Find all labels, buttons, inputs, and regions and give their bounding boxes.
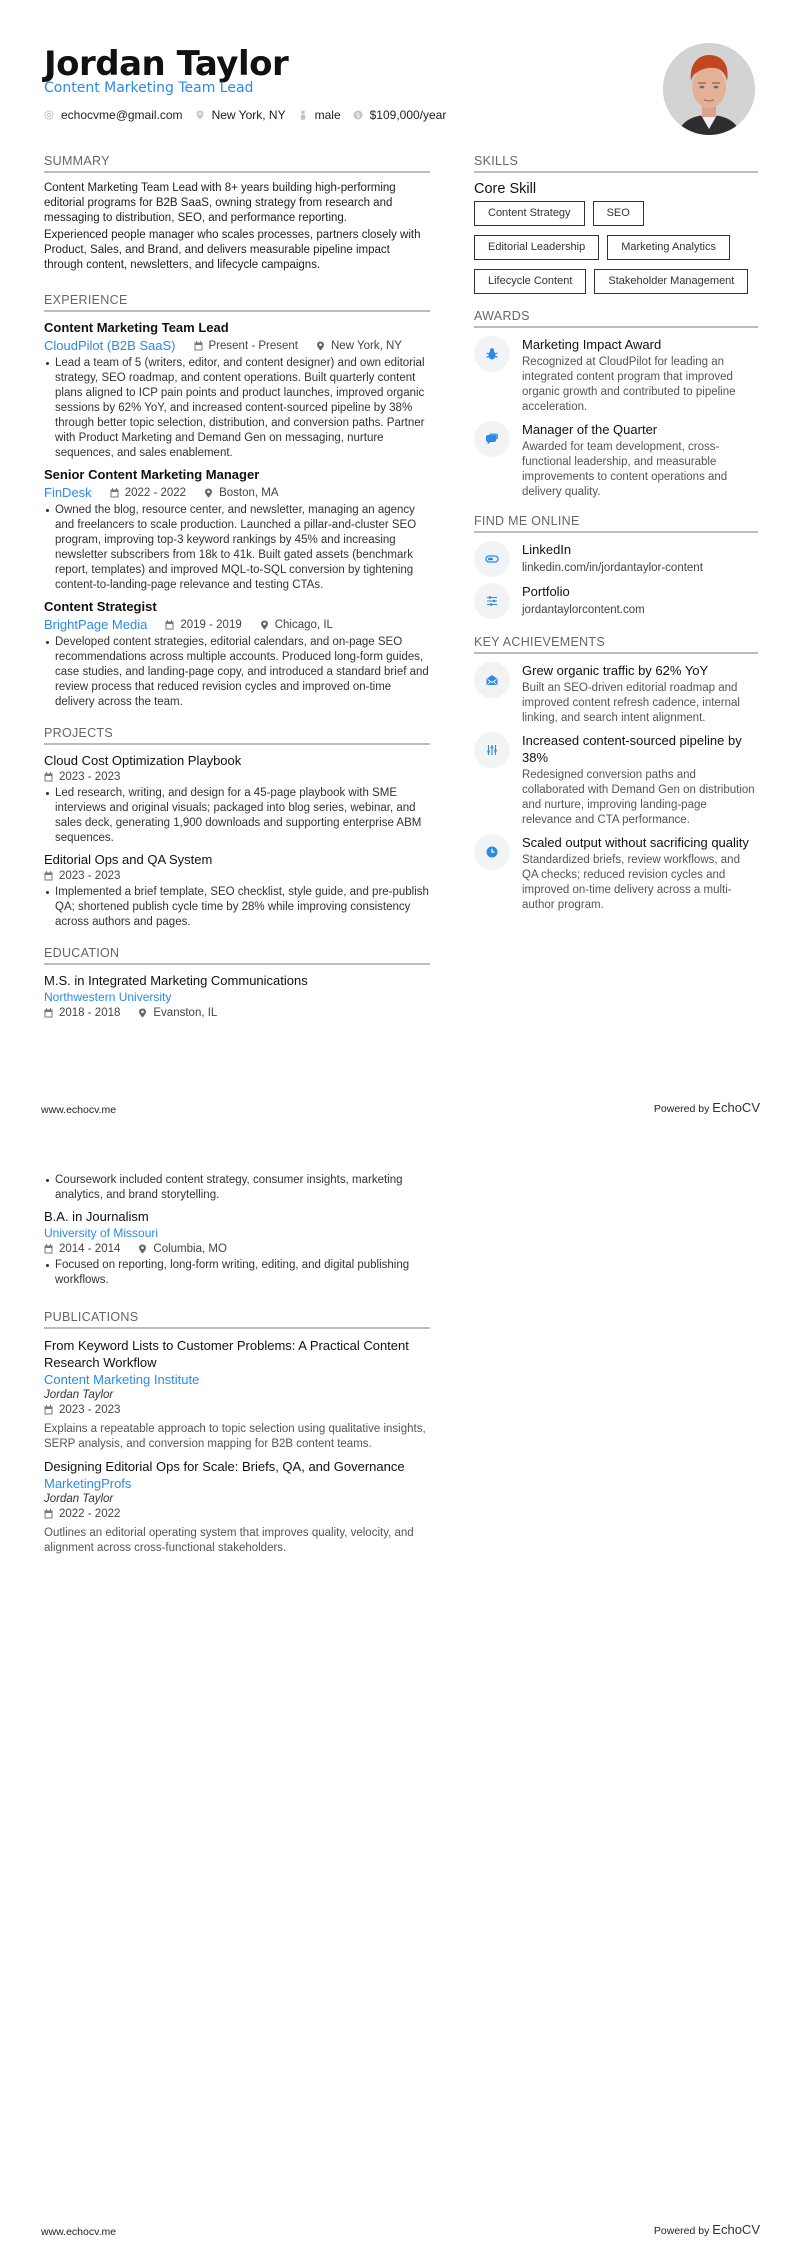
left-column-page-1 (44, 154, 430, 1025)
project-meta (44, 771, 430, 783)
map-pin-icon (260, 620, 269, 630)
calendar-icon (194, 341, 203, 351)
education-location (138, 1243, 227, 1255)
footer-powered-by[interactable] (654, 2222, 760, 2237)
job-title: Content Marketing Team Lead (44, 320, 229, 335)
skill-tag: Content Strategy (474, 201, 585, 226)
company-name: BrightPage Media (44, 617, 148, 632)
skill-group-title: Core Skill (474, 181, 537, 197)
degree-title: M.S. in Integrated Marketing Communications (44, 973, 308, 988)
section-heading-summary: SUMMARY (44, 154, 430, 173)
section-heading-online: FIND ME ONLINE (474, 514, 758, 533)
job-dates (194, 340, 298, 352)
job-location-text: New York, NY (331, 339, 402, 352)
avatar (663, 43, 755, 135)
achievement-title: Grew organic traffic by 62% YoY (522, 663, 709, 678)
calendar-icon (44, 1509, 53, 1519)
achievement-body (522, 834, 758, 913)
job-location-text: Chicago, IL (274, 618, 333, 631)
education-meta (44, 1243, 430, 1255)
contact-salary-text: $109,000/year (369, 108, 447, 122)
envelope-open-icon (485, 673, 499, 687)
award-description: Recognized at CloudPilot for leading an integrated content program that improved organic growth and contributed to pipeline acceleration. (522, 356, 736, 413)
experience-entry (44, 467, 430, 593)
brand-name: EchoCV (712, 2222, 760, 2237)
map-pin-icon (316, 341, 325, 351)
contact-salary (353, 108, 447, 122)
achievement-title: Scaled output without sacrificing quality (522, 835, 749, 850)
job-location-text: Boston, MA (219, 486, 279, 499)
publication-entry (44, 1458, 430, 1556)
award-icon-wrap (474, 421, 510, 457)
publication-dates (44, 1508, 120, 1520)
section-heading-skills: SKILLS (474, 154, 758, 173)
project-bullets (44, 885, 430, 930)
achievement-icon-wrap (474, 662, 510, 698)
achievements-section (474, 635, 758, 913)
section-heading-publications: PUBLICATIONS (44, 1310, 430, 1329)
job-bullet: Lead a team of 5 (writers, editor, and content designer) and own editorial strategy, SEO roadmap, and content operations. Built quarterly content plans aligned to ICP pain points and product launches, improved organic sessions by 62% YoY, and increased content-sourced pipeline by 38% through better topic selection, distribution, and conversion paths. Partner with Product Marketing and Demand Gen on messaging, nurture sequences, and sales enablement. (44, 356, 430, 461)
contact-gender (298, 108, 341, 122)
summary-paragraph: Content Marketing Team Lead with 8+ years building high-performing editorial programs for B2B SaaS, owning strategy from research and messaging to distribution, SEO, and performance reporting. (44, 182, 396, 224)
job-location (260, 619, 333, 631)
at-icon (44, 110, 54, 120)
project-bullet: Led research, writing, and design for a 45-page playbook with SME interviews and original visuals; packaged into blog series, webinar, and sales deck, generating 1,900 downloads and supporting enterprise ABM sequences. (44, 786, 430, 846)
publication-title: From Keyword Lists to Customer Problems: A Practical Content Research Workflow (44, 1338, 409, 1370)
achievement-body (522, 662, 758, 726)
education-location-text: Columbia, MO (153, 1243, 227, 1255)
award-title: Manager of the Quarter (522, 422, 658, 437)
online-link-title: LinkedIn (522, 542, 572, 557)
job-meta (44, 485, 430, 500)
achievement-title: Increased content-sourced pipeline by 38% (522, 733, 742, 765)
publication-author: Jordan Taylor (44, 1493, 114, 1505)
job-location (204, 487, 278, 499)
publication-author: Jordan Taylor (44, 1389, 114, 1401)
award-item (474, 336, 758, 415)
job-bullet: Owned the blog, resource center, and newsletter, managing an agency and freelancers to scale production. Launched a pillar-and-cluster SEO program, improving top-3 keyword rankings by 45% and increasing newsletter subscribers from 18k to 41k. Built gated assets (benchmark report, templates) and improved MQL-to-SQL conversion by tightening content-to-landing-page relevance and testing CTAs. (44, 503, 430, 593)
education-bullet: Coursework included content strategy, consumer insights, marketing analytics, and brand storytelling. (44, 1173, 430, 1203)
calendar-icon (44, 871, 53, 881)
job-meta (44, 338, 430, 353)
job-dates (165, 619, 241, 631)
award-description: Awarded for team development, cross-functional leadership, and measurable improvements to content operations and delivery quality. (522, 441, 728, 498)
section-heading-awards: AWARDS (474, 309, 758, 328)
publication-dates (44, 1404, 120, 1416)
contact-gender-text: male (314, 108, 341, 122)
job-dates-text: 2022 - 2022 (124, 486, 187, 499)
job-bullets (44, 503, 430, 593)
education-bullets (44, 1258, 430, 1288)
skill-tag: Editorial Leadership (474, 235, 599, 260)
clock-icon (485, 845, 499, 859)
online-link-url[interactable]: linkedin.com/in/jordantaylor-content (522, 562, 703, 574)
contact-email[interactable] (44, 108, 183, 122)
achievement-icon-wrap (474, 732, 510, 768)
online-link-body (522, 583, 758, 619)
skill-tag: SEO (593, 201, 644, 226)
powered-by-prefix: Powered by (653, 2225, 710, 2237)
education-entry (44, 1209, 430, 1288)
skill-tags (474, 201, 758, 303)
contact-location (195, 108, 286, 122)
online-link-item[interactable] (474, 583, 758, 619)
calendar-icon (44, 772, 53, 782)
publication-title: Designing Editorial Ops for Scale: Briefs, QA, and Governance (44, 1459, 405, 1474)
online-icon-wrap (474, 541, 510, 577)
award-item (474, 421, 758, 500)
job-location (316, 340, 402, 352)
project-entry (44, 852, 430, 930)
svg-text:$: $ (355, 111, 360, 120)
company-name: FinDesk (44, 485, 92, 500)
skills-section (474, 154, 758, 303)
avatar-portrait-icon (663, 43, 755, 135)
online-link-title: Portfolio (522, 584, 570, 599)
education-dates (44, 1007, 120, 1019)
school-name: Northwestern University (44, 990, 172, 1004)
education-bullets (44, 1173, 430, 1203)
project-meta (44, 870, 430, 882)
skill-tag: Stakeholder Management (594, 269, 748, 294)
map-pin-icon (195, 110, 205, 120)
calendar-icon (44, 1008, 53, 1018)
education-dates (44, 1243, 120, 1255)
publication-entry (44, 1337, 430, 1452)
brand-name: EchoCV (712, 1100, 760, 1115)
job-dates-text: Present - Present (208, 339, 298, 352)
education-dates-text: 2014 - 2014 (59, 1243, 121, 1255)
section-heading-achievements: KEY ACHIEVEMENTS (474, 635, 758, 654)
calendar-icon (44, 1244, 53, 1254)
achievement-description: Standardized briefs, review workflows, and QA checks; reduced revision cycles and improved on-time delivery across a multi-author program. (522, 854, 740, 911)
online-link-item[interactable] (474, 541, 758, 577)
education-location (138, 1007, 217, 1019)
company-name: CloudPilot (B2B SaaS) (44, 338, 176, 353)
powered-by-prefix: Powered by (653, 1103, 710, 1115)
publication-description: Explains a repeatable approach to topic selection using qualitative insights, SERP analysis, and conversion mapping for B2B content teams. (44, 1423, 426, 1450)
comments-icon (485, 432, 499, 446)
achievement-item (474, 732, 758, 828)
summary-section (44, 154, 430, 273)
publications-section (44, 1310, 430, 1556)
education-dates-text: 2018 - 2018 (59, 1007, 121, 1019)
publisher-name: Content Marketing Institute (44, 1372, 200, 1387)
person-icon (298, 110, 308, 120)
publisher-name: MarketingProfs (44, 1476, 132, 1491)
online-section (474, 514, 758, 619)
achievement-description: Redesigned conversion paths and collaborated with Demand Gen on distribution and nurture, improving landing-page relevance and CTA performance. (522, 769, 755, 826)
map-pin-icon (138, 1008, 147, 1018)
bug-icon (485, 347, 499, 361)
project-title: Editorial Ops and QA System (44, 852, 213, 867)
map-pin-icon (204, 488, 213, 498)
award-title: Marketing Impact Award (522, 337, 662, 352)
project-dates (44, 870, 120, 882)
publication-description: Outlines an editorial operating system that improves quality, velocity, and alignment across cross-functional stakeholders. (44, 1527, 414, 1554)
job-meta (44, 617, 430, 632)
job-bullets (44, 635, 430, 710)
awards-section (474, 309, 758, 500)
project-entry (44, 753, 430, 846)
education-section-continued (44, 1173, 430, 1288)
footer-site-link[interactable]: www.echocv.me (41, 2226, 117, 2238)
project-dates-text: 2023 - 2023 (59, 771, 121, 783)
skill-tag: Marketing Analytics (607, 235, 730, 260)
section-heading-experience: EXPERIENCE (44, 293, 430, 312)
online-icon-wrap (474, 583, 510, 619)
money-icon (353, 110, 363, 120)
contact-email-text: echocvme@gmail.com (61, 108, 183, 122)
sliders-icon (485, 594, 499, 608)
job-title: Content Strategist (44, 599, 157, 614)
job-bullet: Developed content strategies, editorial calendars, and on-page SEO recommendations across multiple accounts. Produced long-form guides, case studies, and landing-page copy, and introduced a standard brief and review process that reduced revision cycles and improved on-time delivery across the team. (44, 635, 430, 710)
projects-section (44, 726, 430, 930)
publication-dates-text: 2022 - 2022 (59, 1508, 121, 1520)
award-body (522, 421, 758, 500)
map-pin-icon (138, 1244, 147, 1254)
project-bullets (44, 786, 430, 846)
calendar-icon (44, 1405, 53, 1415)
education-meta (44, 1007, 430, 1019)
project-dates-text: 2023 - 2023 (59, 870, 121, 882)
job-bullets (44, 356, 430, 461)
calendar-icon (110, 488, 119, 498)
job-title: Senior Content Marketing Manager (44, 467, 260, 482)
award-icon-wrap (474, 336, 510, 372)
achievement-item (474, 662, 758, 726)
achievement-item (474, 834, 758, 913)
experience-entry (44, 320, 430, 461)
publication-meta (44, 1404, 430, 1416)
project-title: Cloud Cost Optimization Playbook (44, 753, 242, 768)
education-section (44, 946, 430, 1019)
section-heading-projects: PROJECTS (44, 726, 430, 745)
publication-meta (44, 1508, 430, 1520)
online-link-body (522, 541, 758, 577)
degree-title: B.A. in Journalism (44, 1209, 149, 1224)
award-body (522, 336, 758, 415)
resume-page-2 (0, 1123, 794, 2246)
online-link-url[interactable]: jordantaylorcontent.com (522, 604, 645, 616)
contact-location-text: New York, NY (211, 108, 286, 122)
experience-section (44, 293, 430, 710)
achievement-icon-wrap (474, 834, 510, 870)
education-location-text: Evanston, IL (153, 1007, 218, 1019)
footer-powered-by[interactable] (654, 1100, 760, 1115)
right-column (474, 154, 758, 919)
job-dates (110, 487, 186, 499)
experience-entry (44, 599, 430, 710)
education-entry (44, 973, 430, 1019)
contact-row (44, 108, 458, 122)
achievement-body (522, 732, 758, 828)
candidate-name: Jordan Taylor (44, 44, 289, 84)
candidate-title: Content Marketing Team Lead (44, 80, 254, 96)
project-bullet: Implemented a brief template, SEO checklist, style guide, and pre-publish QA; shortened publish cycle time by 28% while improving consistency across authors and pages. (44, 885, 430, 930)
job-dates-text: 2019 - 2019 (180, 618, 242, 631)
toggle-icon (485, 552, 499, 566)
left-column-page-2 (44, 1170, 430, 1562)
summary-paragraph: Experienced people manager who scales processes, partners closely with Product, Sales, and Brand, and delivers measurable pipeline impact through content, newsletters, and lifecycle campaigns. (44, 229, 421, 271)
calendar-icon (165, 620, 174, 630)
section-heading-education: EDUCATION (44, 946, 430, 965)
publication-dates-text: 2023 - 2023 (59, 1404, 121, 1416)
project-dates (44, 771, 120, 783)
education-bullet: Focused on reporting, long-form writing, editing, and digital publishing workflows. (44, 1258, 430, 1288)
footer-site-link[interactable]: www.echocv.me (41, 1104, 117, 1116)
sliders-vertical-icon (485, 743, 499, 757)
skill-tag: Lifecycle Content (474, 269, 586, 294)
achievement-description: Built an SEO-driven editorial roadmap and improved content refresh cadence, internal linking, and search intent alignment. (522, 682, 740, 724)
school-name: University of Missouri (44, 1226, 159, 1240)
